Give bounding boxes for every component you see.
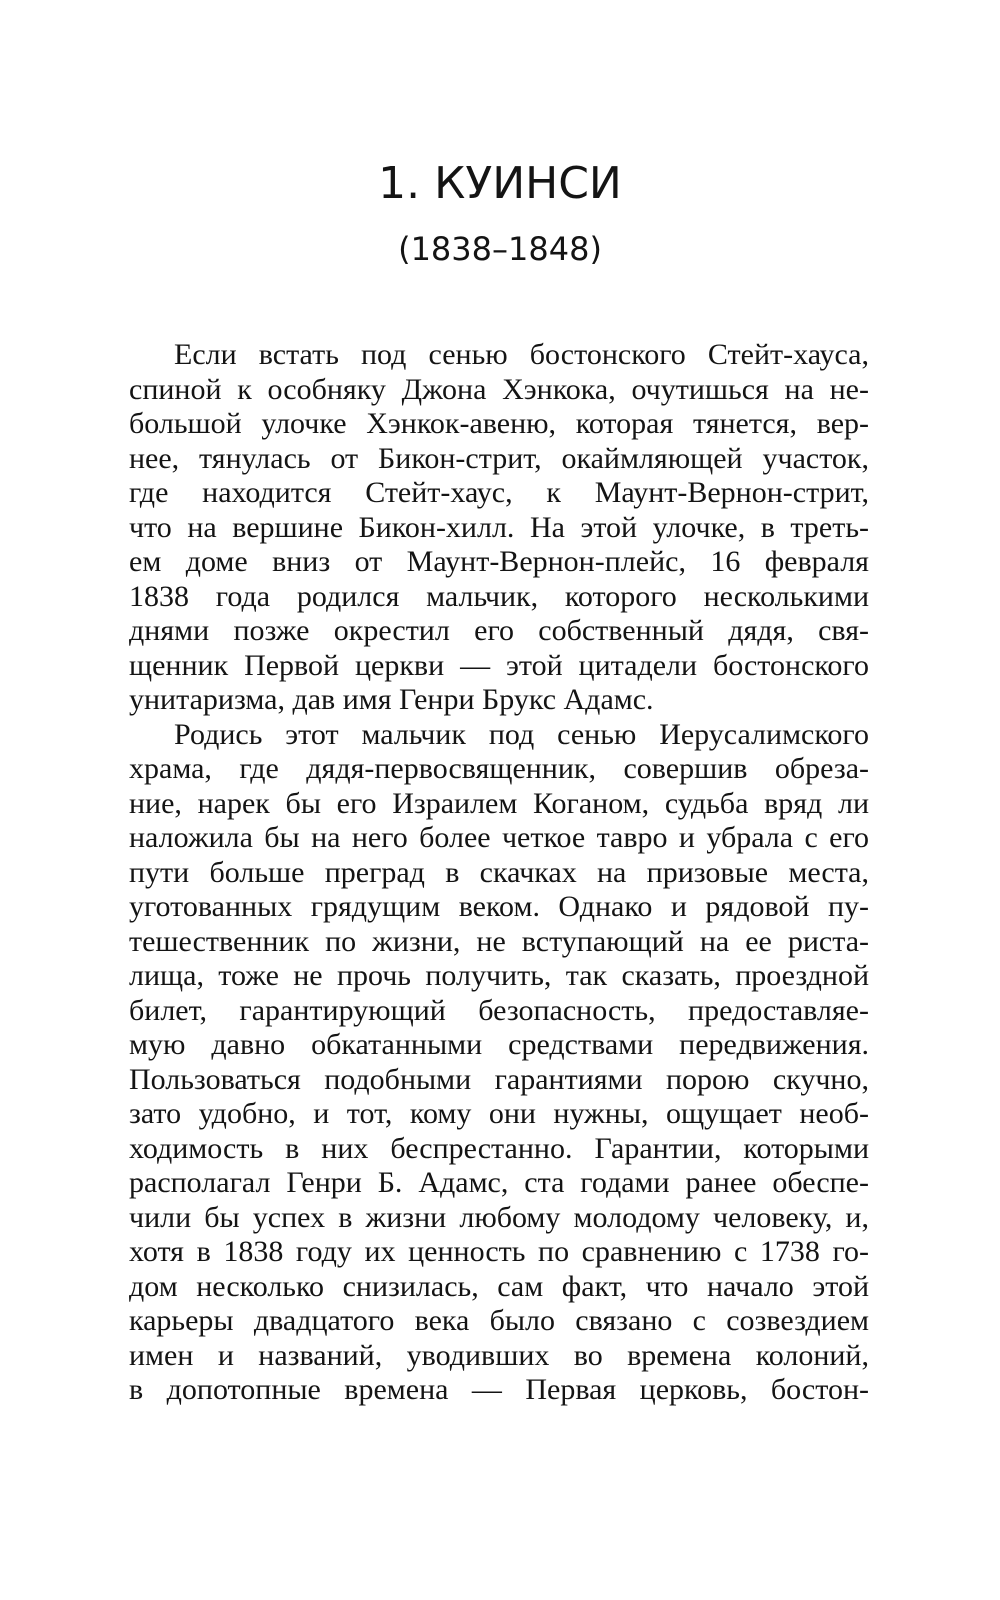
- text-line: тешественник по жизни, не вступающий на ее риста-: [129, 924, 869, 958]
- text-line: зато удобно, и тот, кому они нужны, ощущает необ-: [129, 1097, 869, 1130]
- text-line: Если встать под сенью бостонского Стейт-хауса,: [174, 338, 869, 371]
- text-line: ходимость в них беспрестанно. Гарантии, которыми: [129, 1131, 869, 1165]
- text-line: нее, тянулась от Бикон-стрит, окаймляющей участок,: [129, 441, 869, 475]
- text-line: наложила бы на него более четкое тавро и убрала с его: [129, 821, 869, 854]
- text-line: карьеры двадцатого века было связано с созвездием: [129, 1304, 869, 1337]
- text-line: большой улочке Хэнкок-авеню, которая тянется, вер-: [129, 407, 869, 440]
- text-line: пути больше преград в скачках на призовые места,: [129, 855, 869, 889]
- paragraph-1: [129, 338, 869, 718]
- text-line: дом несколько снизилась, сам факт, что начало этой: [129, 1269, 869, 1303]
- text-line: храма, где дядя-первосвященник, совершив обреза-: [129, 752, 869, 785]
- text-line: 1838 года родился мальчик, которого несколькими: [129, 579, 869, 613]
- text-line: где находится Стейт-хаус, к Маунт-Вернон-стрит,: [129, 476, 869, 509]
- text-line: щенник Первой церкви — этой цитадели бостонского: [129, 648, 869, 682]
- paragraph-2: [129, 718, 869, 1408]
- chapter-title: 1. КУИНСИ: [378, 158, 622, 209]
- text-line: Родись этот мальчик под сенью Иерусалимского: [174, 717, 869, 751]
- text-line: имен и названий, уводивших во времена колоний,: [129, 1338, 869, 1372]
- text-line: располагал Генри Б. Адамс, ста годами ранее обеспе-: [129, 1166, 869, 1199]
- text-line: что на вершине Бикон-хилл. На этой улочке, в треть-: [129, 510, 869, 544]
- text-line: хотя в 1838 году их ценность по сравнению с 1738 го-: [129, 1235, 869, 1268]
- text-line: уготованных грядущим веком. Однако и рядовой пу-: [129, 890, 869, 923]
- text-line: ем доме вниз от Маунт-Вернон-плейс, 16 февраля: [129, 545, 869, 578]
- text-line: унитаризма, дав имя Генри Брукс Адамс.: [129, 683, 654, 716]
- chapter-years: (1838–1848): [398, 230, 602, 268]
- text-line: билет, гарантирующий безопасность, предоставляе-: [129, 993, 869, 1027]
- text-line: спиной к особняку Джона Хэнкока, очутишься на не-: [129, 372, 869, 406]
- text-line: мую давно обкатанными средствами передвижения.: [129, 1028, 869, 1061]
- text-line: ние, нарек бы его Израилем Коганом, судьба вряд ли: [129, 786, 869, 820]
- body-text: [129, 338, 869, 1408]
- text-line: днями позже окрестил его собственный дядя, свя-: [129, 614, 869, 647]
- text-line: Пользоваться подобными гарантиями порою скучно,: [129, 1062, 869, 1096]
- text-line: лища, тоже не прочь получить, так сказать, проездной: [129, 959, 869, 992]
- text-line: чили бы успех в жизни любому молодому человеку, и,: [129, 1200, 869, 1234]
- text-line: в допотопные времена — Первая церковь, бостон-: [129, 1373, 869, 1406]
